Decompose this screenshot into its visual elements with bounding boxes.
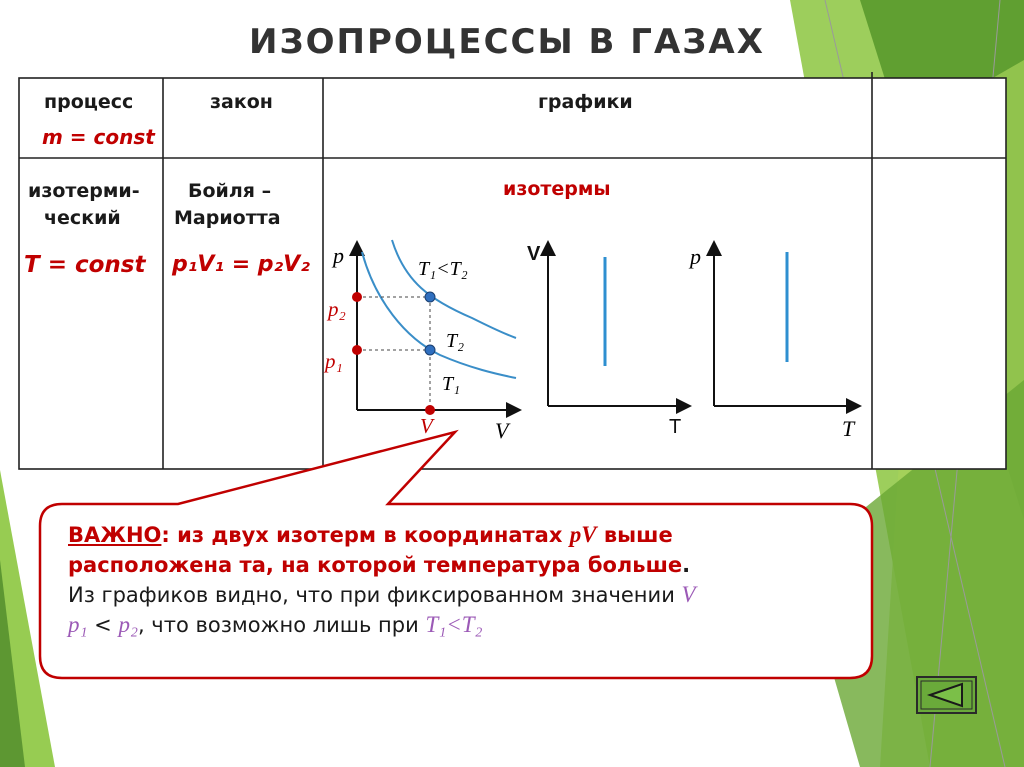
pv-p2-label: p₂ [328,297,346,321]
header-graphs: графики [538,91,633,113]
pv-x-axis-label: V [495,418,509,443]
pt-x-axis-label: T [842,416,855,441]
process-name-line2: ческий [44,207,121,229]
vt-x-axis-label: T [669,416,682,438]
pv-curve-relation: T₁<T₂ [418,258,468,280]
vt-y-axis-label: V [527,243,541,265]
pv-lower-curve-label: T₁ [442,373,461,395]
process-name-line1: изотерми- [28,180,140,202]
back-triangle-icon [916,676,977,714]
law-formula: p₁V₁ = p₂V₂ [172,252,310,277]
back-button[interactable] [916,676,977,714]
graphs-caption: изотермы [503,178,611,200]
pv-y-axis-label: p [333,243,344,268]
important-callout-text: ВАЖНО: из двух изотерм в координатах pV выше расположена та, на которой температура больше. Из графиков видно, что при фиксированном значении V p₁ < p₂, что возможно лишь при T₁<T₂ [68,522,696,637]
header-law: закон [210,91,273,113]
law-name-line1: Бойля – [188,180,272,202]
important-label: ВАЖНО [68,523,162,547]
pv-p1-label: p₁ [325,349,343,373]
pv-v-label: V [420,414,433,438]
law-name-line2: Мариотта [174,207,281,229]
process-condition: T = const [24,252,146,278]
header-mass-const: m = const [42,125,155,149]
pt-y-axis-label: p [690,244,701,269]
pv-upper-curve-label: T₂ [446,330,465,352]
slide-title: ИЗОПРОЦЕССЫ В ГАЗАХ [249,22,765,62]
header-process: процесс [44,91,134,113]
